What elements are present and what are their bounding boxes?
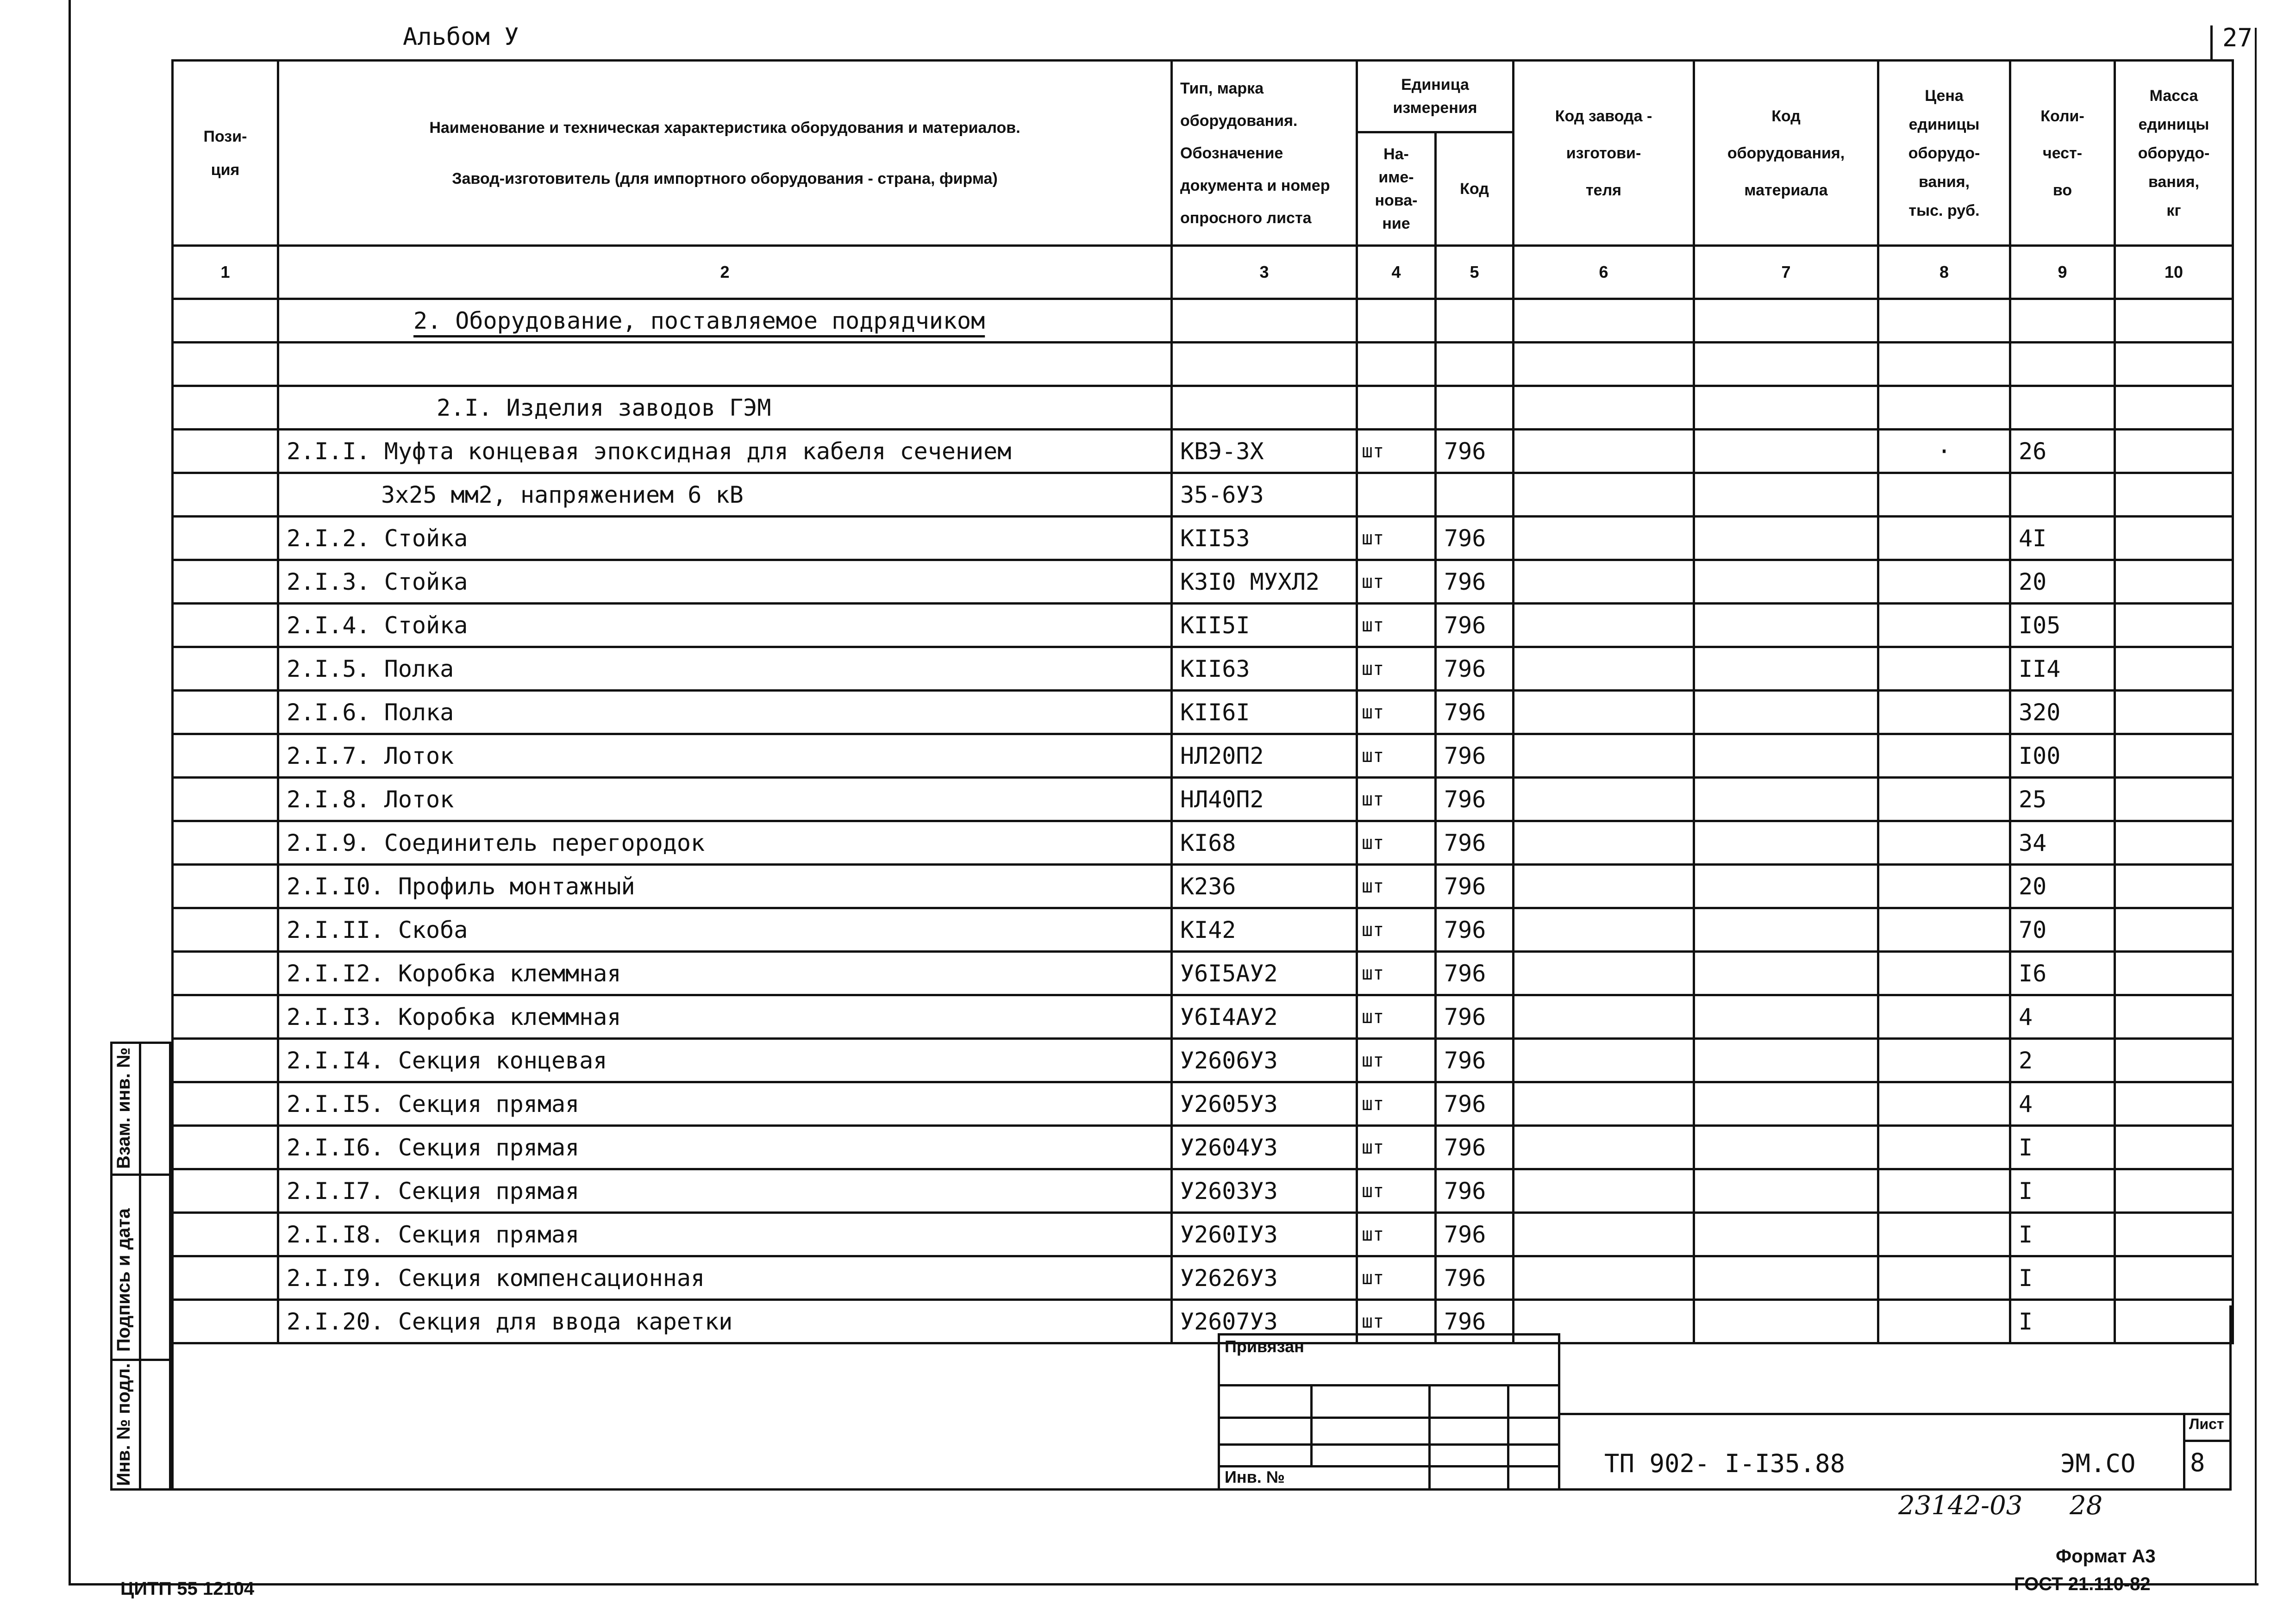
header-factory-code: Код завода - изготови- теля — [1514, 61, 1694, 246]
cell-unit: шт — [1357, 734, 1436, 778]
cell-unit: шт — [1357, 1213, 1436, 1256]
cell-quantity: I05 — [2010, 604, 2115, 647]
blank-row — [173, 343, 2233, 386]
cell-name: 2.I.9. Соединитель перегородок — [278, 821, 1172, 865]
cell-equipment-code — [1694, 734, 1878, 778]
cell-unit-code: 796 — [1436, 560, 1514, 604]
cell-price — [1878, 865, 2010, 908]
privyazan-vline-3 — [1507, 1384, 1509, 1491]
cell-quantity: 4 — [2010, 995, 2115, 1039]
cell-unit: шт — [1357, 560, 1436, 604]
doc-code: ТП 902- I-I35.88 — [1604, 1449, 1846, 1478]
right-frame-line — [2255, 28, 2257, 1583]
cell-position — [173, 908, 278, 952]
cell-equipment-code — [1694, 995, 1878, 1039]
cell-name: 2.I.I. Муфта концевая эпоксидная для кабеля сечением — [278, 430, 1172, 473]
col-num-7: 7 — [1694, 246, 1878, 299]
left-frame-line — [69, 0, 71, 1586]
cell-unit-code: 796 — [1436, 821, 1514, 865]
cell-unit: шт — [1357, 1082, 1436, 1126]
privyazan-vline-1 — [1310, 1384, 1313, 1467]
cell-mass — [2115, 1300, 2233, 1343]
header-type: Тип, марка оборудования. Обозначение документа и номер опросного листа — [1172, 61, 1357, 246]
cell-position — [173, 778, 278, 821]
cell-type: НЛ40П2 — [1172, 778, 1357, 821]
cell-unit: шт — [1357, 604, 1436, 647]
cell-quantity: 20 — [2010, 865, 2115, 908]
table-row — [173, 778, 2233, 821]
side-label-podpis: Подпись и дата — [113, 1208, 134, 1352]
list-value: 8 — [2190, 1448, 2205, 1477]
cell-position — [173, 1256, 278, 1300]
inv-no-label: Инв. № — [1225, 1467, 1285, 1486]
header-unit-name: На- име- нова- ние — [1357, 132, 1436, 246]
col-num-3: 3 — [1172, 246, 1357, 299]
cell-mass — [2115, 821, 2233, 865]
cell-mass — [2115, 952, 2233, 995]
cell-position — [173, 560, 278, 604]
cell-name: 2.I.I4. Секция концевая — [278, 1039, 1172, 1082]
cell-factory-code — [1514, 1169, 1694, 1213]
header-quantity: Коли- чест- во — [2010, 61, 2115, 246]
cell-factory-code — [1514, 908, 1694, 952]
header-price: Цена единицы оборудо- вания, тыс. руб. — [1878, 61, 2010, 246]
cell-mass — [2115, 734, 2233, 778]
col-num-8: 8 — [1878, 246, 2010, 299]
cell-quantity: I — [2010, 1169, 2115, 1213]
cell-type: КII5I — [1172, 604, 1357, 647]
sheet-number-divider — [2210, 25, 2213, 60]
cell-quantity: 70 — [2010, 908, 2115, 952]
cell-price — [1878, 778, 2010, 821]
cell-price — [1878, 1300, 2010, 1343]
cell-factory-code — [1514, 952, 1694, 995]
cell-type: 35-6У3 — [1172, 473, 1357, 517]
cell-unit — [1357, 473, 1436, 517]
table-row — [173, 1082, 2233, 1126]
cell-equipment-code — [1694, 1213, 1878, 1256]
cell-type: У2606У3 — [1172, 1039, 1357, 1082]
cell-quantity: I6 — [2010, 952, 2115, 995]
table-row — [173, 430, 2233, 473]
cell-type: К236 — [1172, 865, 1357, 908]
cell-mass — [2115, 1082, 2233, 1126]
privyazan-label: Привязан — [1225, 1337, 1304, 1356]
cell-name: 2.I.7. Лоток — [278, 734, 1172, 778]
cell-equipment-code — [1694, 821, 1878, 865]
cell-price — [1878, 473, 2010, 517]
cell-factory-code — [1514, 430, 1694, 473]
cell-type: У6I4АУ2 — [1172, 995, 1357, 1039]
cell-mass — [2115, 1256, 2233, 1300]
cell-name: 2.I.I5. Секция прямая — [278, 1082, 1172, 1126]
cell-unit: шт — [1357, 647, 1436, 691]
table-row — [173, 865, 2233, 908]
cell-equipment-code — [1694, 560, 1878, 604]
cell-equipment-code — [1694, 1126, 1878, 1169]
cell-factory-code — [1514, 1126, 1694, 1169]
cell-name: 2.I.I8. Секция прямая — [278, 1213, 1172, 1256]
cell-quantity: 2 — [2010, 1039, 2115, 1082]
cell-position — [173, 952, 278, 995]
cell-price — [1878, 1126, 2010, 1169]
cell-unit-code: 796 — [1436, 517, 1514, 560]
cell-type: У6I5АУ2 — [1172, 952, 1357, 995]
cell-quantity — [2010, 473, 2115, 517]
cell-unit: шт — [1357, 1169, 1436, 1213]
cell-name: 2.I.4. Стойка — [278, 604, 1172, 647]
cell-equipment-code — [1694, 1256, 1878, 1300]
cell-equipment-code — [1694, 952, 1878, 995]
cell-factory-code — [1514, 604, 1694, 647]
table-row — [173, 517, 2233, 560]
cell-quantity: 20 — [2010, 560, 2115, 604]
cell-unit-code: 796 — [1436, 1169, 1514, 1213]
cell-type: КВЭ-3Х — [1172, 430, 1357, 473]
cell-unit-code: 796 — [1436, 734, 1514, 778]
cell-equipment-code — [1694, 778, 1878, 821]
cell-position — [173, 1213, 278, 1256]
cell-name: 2.I.I6. Секция прямая — [278, 1126, 1172, 1169]
cell-position — [173, 691, 278, 734]
cell-mass — [2115, 604, 2233, 647]
cell-quantity: 26 — [2010, 430, 2115, 473]
cell-type: НЛ20П2 — [1172, 734, 1357, 778]
cell-equipment-code — [1694, 604, 1878, 647]
cell-position — [173, 1082, 278, 1126]
cell-unit-code: 796 — [1436, 778, 1514, 821]
cell-quantity: I — [2010, 1126, 2115, 1169]
cell-name: 2.I.I0. Профиль монтажный — [278, 865, 1172, 908]
table-row — [173, 647, 2233, 691]
cell-position — [173, 473, 278, 517]
side-stamp-divider — [139, 1042, 141, 1491]
header-name: Наименование и техническая характеристика оборудования и материалов. Завод-изготовитель (для импортного оборудования - страна, фирма) — [278, 61, 1172, 246]
cell-price — [1878, 1082, 2010, 1126]
bottom-frame-line — [69, 1583, 2258, 1586]
cell-position — [173, 1169, 278, 1213]
header-equipment-code: Код оборудования, материала — [1694, 61, 1878, 246]
cell-unit: шт — [1357, 821, 1436, 865]
cell-position — [173, 734, 278, 778]
table-row — [173, 691, 2233, 734]
table-row — [173, 1300, 2233, 1343]
col-num-2: 2 — [278, 246, 1172, 299]
cell-position — [173, 865, 278, 908]
cell-factory-code — [1514, 1082, 1694, 1126]
cell-equipment-code — [1694, 647, 1878, 691]
cell-unit-code: 796 — [1436, 691, 1514, 734]
cell-equipment-code — [1694, 1082, 1878, 1126]
col-num-10: 10 — [2115, 246, 2233, 299]
cell-position — [173, 517, 278, 560]
table-row — [173, 995, 2233, 1039]
cell-mass — [2115, 1126, 2233, 1169]
cell-price — [1878, 604, 2010, 647]
cell-price: · — [1878, 430, 2010, 473]
cell-name: 2.I.I7. Секция прямая — [278, 1169, 1172, 1213]
subsection-title: 2.I. Изделия заводов ГЭМ — [437, 394, 771, 421]
handwritten-page: 28 — [2070, 1491, 2103, 1521]
cell-unit: шт — [1357, 1300, 1436, 1343]
col-num-5: 5 — [1436, 246, 1514, 299]
cell-position — [173, 821, 278, 865]
cell-mass — [2115, 1169, 2233, 1213]
side-stamp-line-2 — [110, 1359, 171, 1361]
doc-suffix: ЭМ.СО — [2060, 1449, 2136, 1478]
cell-type: У2605У3 — [1172, 1082, 1357, 1126]
table-row — [173, 473, 2233, 517]
table-row — [173, 952, 2233, 995]
side-label-vzam: Взам. инв. № — [113, 1047, 134, 1169]
cell-price — [1878, 908, 2010, 952]
cell-type: У2626У3 — [1172, 1256, 1357, 1300]
cell-mass — [2115, 778, 2233, 821]
cell-name: 2.I.5. Полка — [278, 647, 1172, 691]
sheet-number: 27 — [2222, 23, 2253, 52]
cell-price — [1878, 517, 2010, 560]
side-label-inv: Инв. № подл. — [113, 1363, 134, 1486]
cell-quantity: II4 — [2010, 647, 2115, 691]
cell-factory-code — [1514, 1256, 1694, 1300]
cell-unit-code: 796 — [1436, 1082, 1514, 1126]
cell-unit-code: 796 — [1436, 430, 1514, 473]
cell-price — [1878, 1039, 2010, 1082]
cell-price — [1878, 734, 2010, 778]
subsection-row — [173, 386, 2233, 430]
cell-quantity: 34 — [2010, 821, 2115, 865]
cell-name: 2.I.20. Секция для ввода каретки — [278, 1300, 1172, 1343]
doc-code-line-top — [1560, 1413, 2232, 1415]
cell-unit-code: 796 — [1436, 865, 1514, 908]
table-row — [173, 1213, 2233, 1256]
cell-position — [173, 430, 278, 473]
col-num-4: 4 — [1357, 246, 1436, 299]
list-label: Лист — [2189, 1416, 2224, 1432]
cell-unit-code: 796 — [1436, 1039, 1514, 1082]
cell-quantity: I00 — [2010, 734, 2115, 778]
album-title: Альбом У — [403, 23, 519, 51]
cell-factory-code — [1514, 691, 1694, 734]
cell-unit-code — [1436, 473, 1514, 517]
cell-factory-code — [1514, 1213, 1694, 1256]
cell-equipment-code — [1694, 517, 1878, 560]
footer-gost: ГОСТ 21.110-82 — [2014, 1574, 2151, 1594]
cell-name: 2.I.I3. Коробка клеммная — [278, 995, 1172, 1039]
cell-unit-code: 796 — [1436, 1126, 1514, 1169]
cell-price — [1878, 821, 2010, 865]
cell-quantity: 25 — [2010, 778, 2115, 821]
cell-mass — [2115, 473, 2233, 517]
cell-equipment-code — [1694, 473, 1878, 517]
cell-position — [173, 647, 278, 691]
cell-position — [173, 1126, 278, 1169]
cell-unit-code: 796 — [1436, 604, 1514, 647]
cell-factory-code — [1514, 821, 1694, 865]
handwritten-number: 23142-03 — [1898, 1491, 2023, 1521]
cell-mass — [2115, 865, 2233, 908]
table-row — [173, 908, 2233, 952]
cell-type: У2604У3 — [1172, 1126, 1357, 1169]
cell-type: КII6I — [1172, 691, 1357, 734]
section-row — [173, 299, 2233, 343]
col-num-9: 9 — [2010, 246, 2115, 299]
cell-unit-code: 796 — [1436, 1300, 1514, 1343]
cell-factory-code — [1514, 865, 1694, 908]
header-mass: Масса единицы оборудо- вания, кг — [2115, 61, 2233, 246]
cell-position — [173, 1039, 278, 1082]
cell-price — [1878, 691, 2010, 734]
cell-price — [1878, 560, 2010, 604]
cell-unit: шт — [1357, 691, 1436, 734]
cell-name: 2.I.3. Стойка — [278, 560, 1172, 604]
cell-name: 2.I.2. Стойка — [278, 517, 1172, 560]
cell-factory-code — [1514, 995, 1694, 1039]
header-unit-group: Единица измерения — [1357, 61, 1514, 132]
footer-format: Формат А3 — [2056, 1546, 2156, 1567]
cell-price — [1878, 1256, 2010, 1300]
cell-price — [1878, 647, 2010, 691]
cell-price — [1878, 1213, 2010, 1256]
cell-mass — [2115, 908, 2233, 952]
cell-factory-code — [1514, 647, 1694, 691]
cell-factory-code — [1514, 1039, 1694, 1082]
cell-unit: шт — [1357, 430, 1436, 473]
specification-table — [171, 59, 2234, 1344]
table-row — [173, 1039, 2233, 1082]
cell-unit: шт — [1357, 1039, 1436, 1082]
cell-name: 2.I.II. Скоба — [278, 908, 1172, 952]
cell-unit: шт — [1357, 1126, 1436, 1169]
privyazan-vline-2 — [1428, 1384, 1431, 1491]
cell-type: У260IУ3 — [1172, 1213, 1357, 1256]
footer-tsitp: ЦИТП 55 12104 — [120, 1579, 255, 1599]
header-unit-code: Код — [1436, 132, 1514, 246]
cell-equipment-code — [1694, 1039, 1878, 1082]
cell-type: К3I0 МУХЛ2 — [1172, 560, 1357, 604]
cell-price — [1878, 995, 2010, 1039]
cell-unit: шт — [1357, 517, 1436, 560]
cell-name: 2.I.I2. Коробка клеммная — [278, 952, 1172, 995]
cell-type: КI68 — [1172, 821, 1357, 865]
cell-equipment-code — [1694, 430, 1878, 473]
cell-mass — [2115, 517, 2233, 560]
table-row — [173, 1126, 2233, 1169]
cell-unit-code: 796 — [1436, 1213, 1514, 1256]
cell-factory-code — [1514, 734, 1694, 778]
cell-unit-code: 796 — [1436, 995, 1514, 1039]
cell-mass — [2115, 691, 2233, 734]
cell-type: КI42 — [1172, 908, 1357, 952]
cell-unit-code: 796 — [1436, 952, 1514, 995]
table-row — [173, 734, 2233, 778]
cell-quantity: I — [2010, 1300, 2115, 1343]
table-row — [173, 1256, 2233, 1300]
section-title: 2. Оборудование, поставляемое подрядчиком — [413, 307, 985, 334]
cell-unit: шт — [1357, 778, 1436, 821]
side-stamp-line-1 — [110, 1174, 171, 1176]
cell-equipment-code — [1694, 1169, 1878, 1213]
col-num-1: 1 — [173, 246, 278, 299]
cell-mass — [2115, 1213, 2233, 1256]
cell-price — [1878, 1169, 2010, 1213]
cell-factory-code — [1514, 473, 1694, 517]
cell-quantity: I — [2010, 1256, 2115, 1300]
cell-unit: шт — [1357, 952, 1436, 995]
cell-name: 2.I.8. Лоток — [278, 778, 1172, 821]
cell-unit-code: 796 — [1436, 647, 1514, 691]
cell-factory-code — [1514, 778, 1694, 821]
table-row — [173, 821, 2233, 865]
cell-unit: шт — [1357, 1256, 1436, 1300]
cell-mass — [2115, 560, 2233, 604]
cell-quantity: 4 — [2010, 1082, 2115, 1126]
cell-name: 2.I.I9. Секция компенсационная — [278, 1256, 1172, 1300]
col-num-6: 6 — [1514, 246, 1694, 299]
cell-type: У2607У3 — [1172, 1300, 1357, 1343]
cell-equipment-code — [1694, 908, 1878, 952]
cell-mass — [2115, 1039, 2233, 1082]
cell-name: 2.I.6. Полка — [278, 691, 1172, 734]
cell-quantity: I — [2010, 1213, 2115, 1256]
cell-quantity: 4I — [2010, 517, 2115, 560]
cell-type: КII63 — [1172, 647, 1357, 691]
cell-position — [173, 995, 278, 1039]
header-position: Пози- ция — [173, 61, 278, 246]
table-row — [173, 604, 2233, 647]
table-row — [173, 1169, 2233, 1213]
table-row — [173, 560, 2233, 604]
cell-type: КII53 — [1172, 517, 1357, 560]
cell-unit: шт — [1357, 908, 1436, 952]
table-frame-left-lower — [171, 1305, 174, 1491]
cell-mass — [2115, 647, 2233, 691]
cell-factory-code — [1514, 560, 1694, 604]
cell-quantity: 320 — [2010, 691, 2115, 734]
cell-unit: шт — [1357, 995, 1436, 1039]
cell-price — [1878, 952, 2010, 995]
cell-factory-code — [1514, 517, 1694, 560]
cell-equipment-code — [1694, 1300, 1878, 1343]
cell-unit-code: 796 — [1436, 1256, 1514, 1300]
cell-position — [173, 1300, 278, 1343]
cell-equipment-code — [1694, 691, 1878, 734]
cell-unit: шт — [1357, 865, 1436, 908]
cell-unit-code: 796 — [1436, 908, 1514, 952]
cell-name: 3х25 мм2, напряжением 6 кВ — [278, 473, 1172, 517]
list-box-divider — [2183, 1440, 2232, 1442]
cell-position — [173, 604, 278, 647]
cell-equipment-code — [1694, 865, 1878, 908]
cell-mass — [2115, 995, 2233, 1039]
cell-mass — [2115, 430, 2233, 473]
cell-type: У2603У3 — [1172, 1169, 1357, 1213]
